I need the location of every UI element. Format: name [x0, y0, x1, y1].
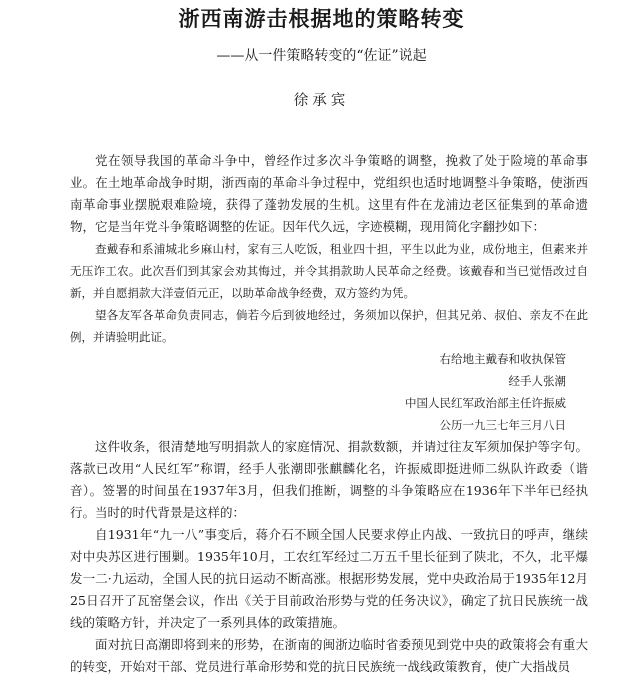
signature-line-holder: 右给地主戴春和收执保管 [439, 352, 566, 366]
signature-line-department: 中国人民红军政治部主任许振威 [405, 396, 566, 410]
quoted-receipt-request: 望各友军各革命负责同志，倘若今后到彼地经过，务须加以保护，但其兄弟、叔伯、亲友不在此例，并请验明此证。 [70, 308, 588, 344]
quoted-receipt-text: 查戴春和系浦城北乡麻山村，家有三人吃饭，租业四十担，平生以此为业，成份地主，但素来并无压诈工农。此次吾们到其家会劝其悔过，并令其捐款助人民革命之经费。该戴春和当已觉悟改过自新，并自愿捐款大洋壹佰元正，以助革命战争经费，双方签约为凭。 [70, 242, 588, 300]
article-title: 浙西南游击根据地的策略转变 [178, 7, 465, 31]
article-author: 徐承宾 [293, 93, 350, 109]
paragraph-intro: 党在领导我国的革命斗争中，曾经作过多次斗争策略的调整，挽救了处于险境的革命事业。在土地革命战争时期，浙西南的革命斗争过程中，党组织也适时地调整斗争策略，使浙西南革命事业摆脱艰难险境，获得了蓬勃发展的生机。这里有件在龙浦边老区征集到的革命遗物，它是当年党斗争策略调整的佐证。因年代久远，字迹模糊，现用简化字翻抄如下： [70, 153, 588, 234]
article-body [70, 150, 588, 678]
paragraph-analysis: 这件收条，很清楚地写明捐款人的家庭情况、捐款数额，并请过往友军须加保护等字句。落款已改用“人民红军”称谓，经手人张潮即张麒麟化名，许振威即挺进师二纵队许政委（谐音）。签署的时间虽在1937年3月，但我们推断，调整的斗争策略应在1936年下半年已经执行。当时的时代背景是这样的： [70, 439, 588, 520]
article-subtitle: ——从一件策略转变的“佐证”说起 [216, 48, 427, 64]
signature-line-handler: 经手人张潮 [508, 374, 566, 388]
paragraph-background: 自1931年“九一八”事变后，蒋介石不顾全国人民要求停止内战、一致抗日的呼声，继续对中央苏区进行围剿。1935年10月，工农红军经过二万五千里长征到了陕北，不久，北平爆发一二·九运动，全国人民的抗日运动不断高涨。根据形势发展，党中央政治局于1935年12月25日召开了瓦窑堡会议，作出《关于目前政治形势与党的任务决议》，确定了抗日民族统一战线的策略方针，并决定了一系列具体的政策措施。 [70, 527, 588, 630]
signature-line-date: 公历一九三七年三月八日 [439, 418, 566, 432]
paragraph-strategy: 面对抗日高潮即将到来的形势，在浙南的闽浙边临时省委预见到党中央的政策将会有重大的转变，开始对干部、党员进行革命形势和党的抗日民族统一战线政策教育，使广大指战员 [70, 637, 588, 674]
